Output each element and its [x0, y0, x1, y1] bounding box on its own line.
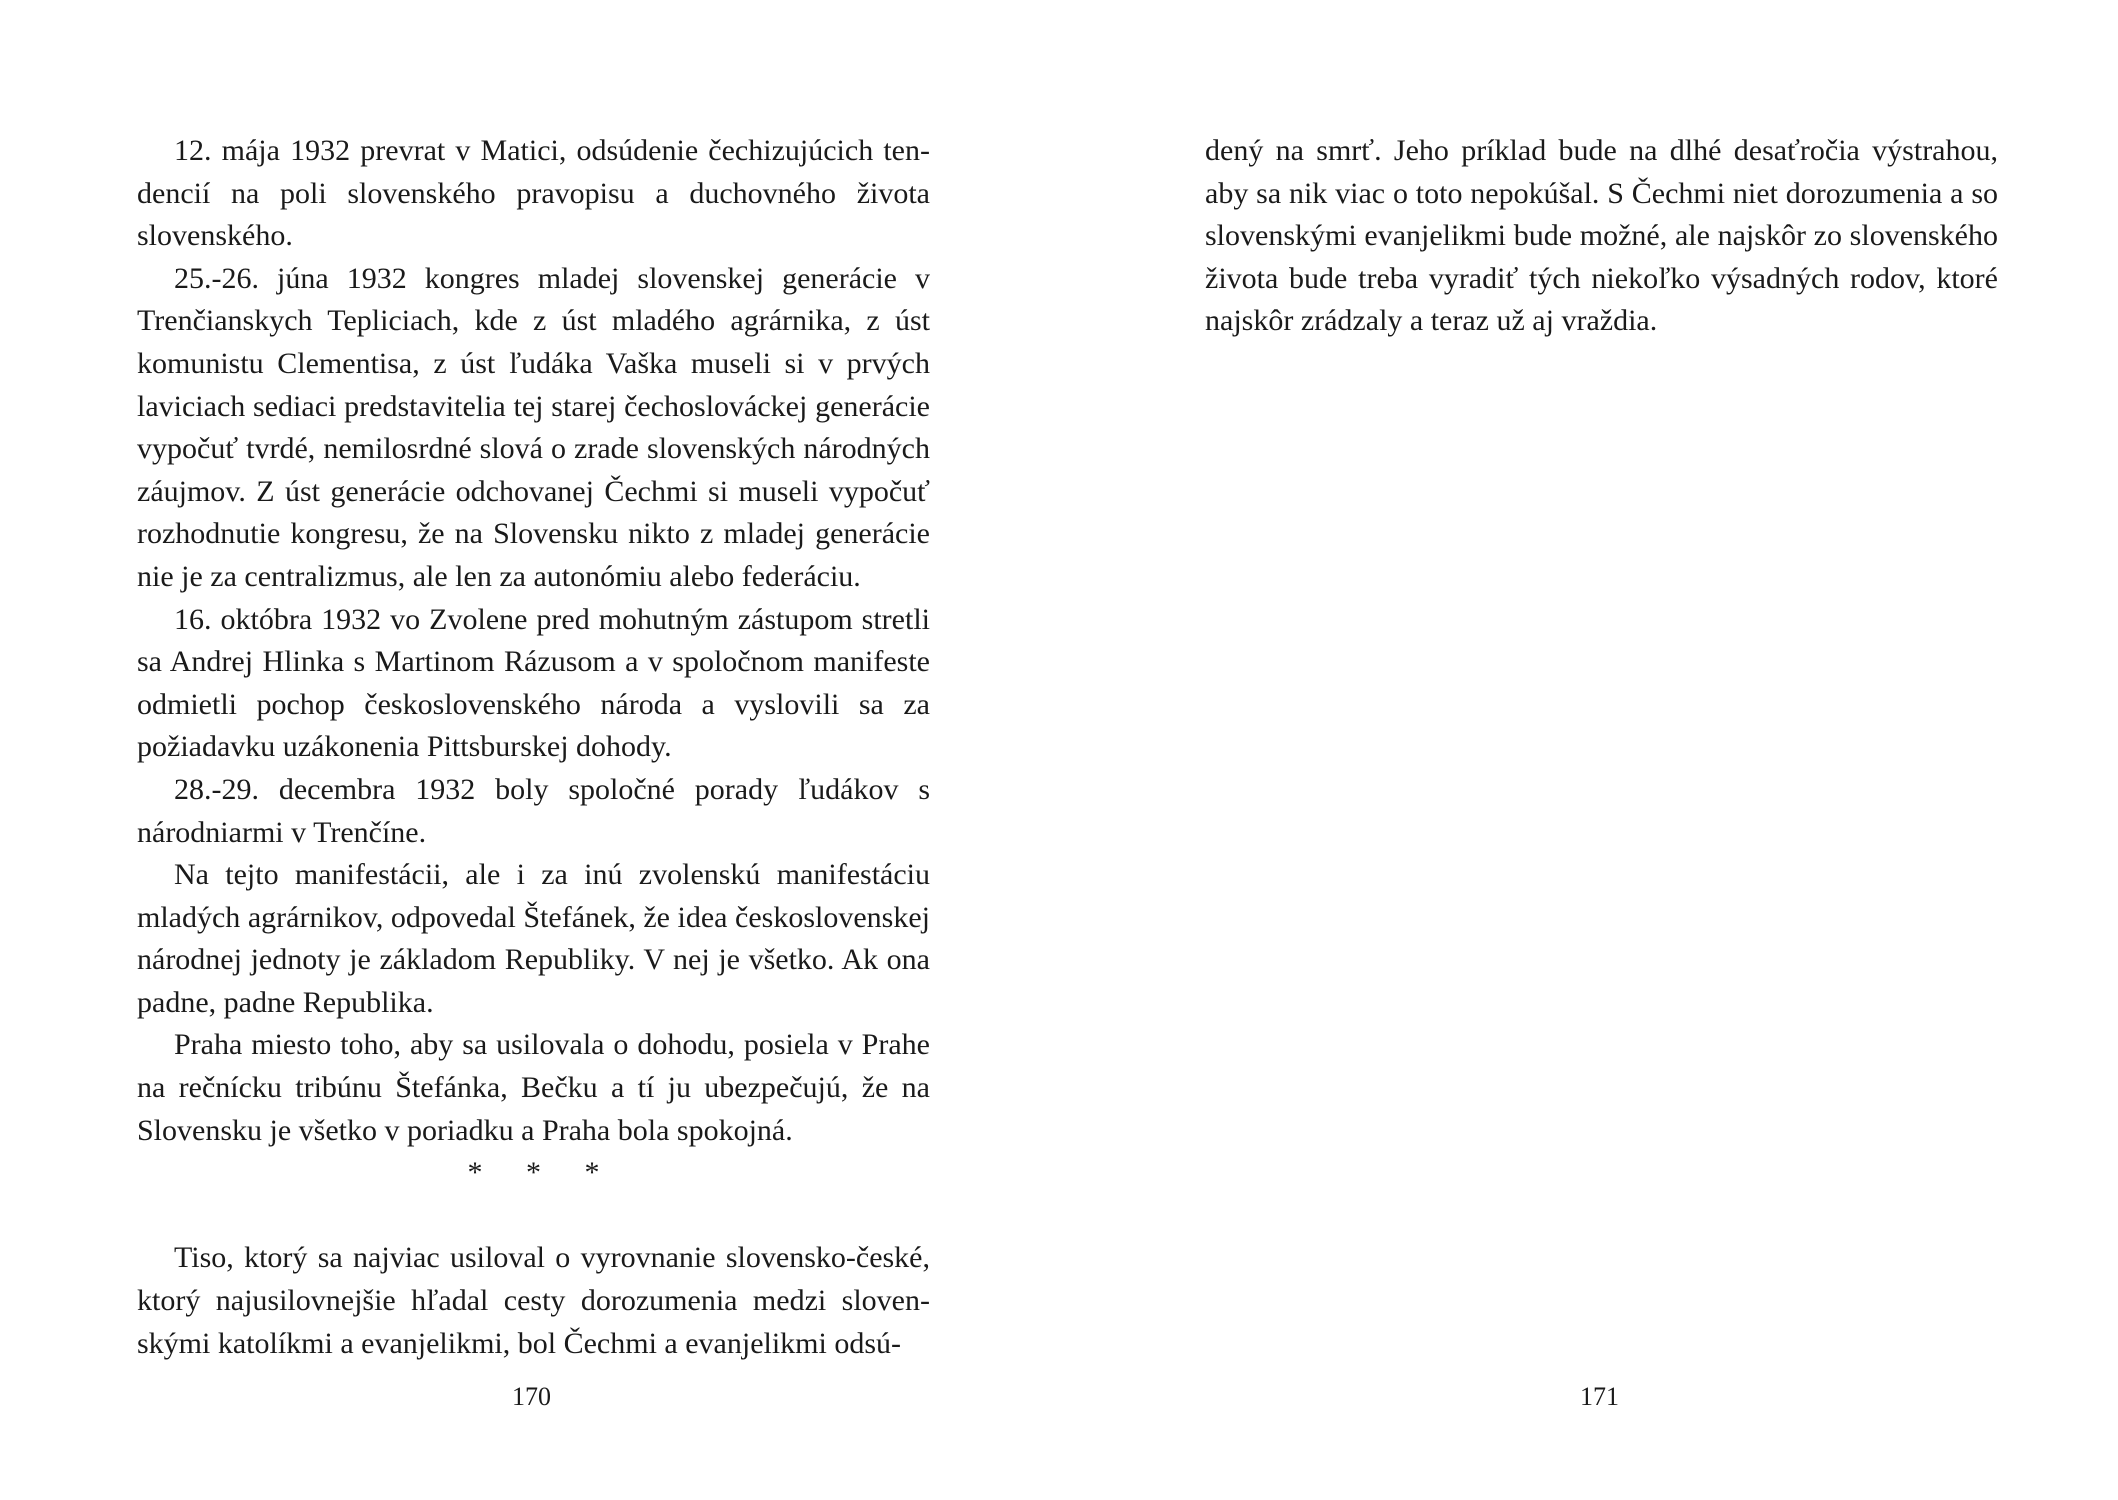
paragraph-6: Praha miesto toho, aby sa usilovala o dohodu, posiela v Prahe na rečnícku tribúnu Štefánka, Bečku a tí ju ubezpečujú, že na Slovensku je všetko v poriadku a Praha bola spokojná. [137, 1028, 930, 1147]
page-number-left: 170 [512, 1382, 551, 1411]
paragraph-continuation: dený na smrť. Jeho príklad bude na dlhé desaťročia výstrahou, aby sa nik viac o toto nepokúšal. S Čechmi niet dorozumenia a so slovenskými evanjelikmi bude možné, ale najskôr zo slovenského života bude treba vyradiť tých niekoľko výsadných rodov, ktoré najskôr zrádzaly a teraz už aj vraždia. [1205, 134, 1998, 338]
right-page [1059, 0, 2118, 1500]
paragraph-2: 25.-26. júna 1932 kongres mladej slovenskej generácie v Trenčianskych Tepliciach, kde z úst mladého agrárnika, z úst komunistu Clementisa, z úst ľudáka Vaška museli si v prvých laviciach sediaci predstavitelia tej starej čechoslováckej generácie vypočuť tvrdé, nemilosrdné slová o zrade slovenských národných záujmov. Z úst generácie odchovanej Čechmi si museli vypočuť rozhodnutie kongresu, že na Slovensku nikto z mladej generácie nie je za centralizmus, ale len za autonómiu alebo federáciu. [137, 261, 930, 593]
section-spacer [137, 1195, 930, 1238]
paragraph-4: 28.-29. decembra 1932 boly spoločné porady ľudákov s národniarmi v Trenčíne. [137, 772, 930, 849]
paragraph-3: 16. októbra 1932 vo Zvolene pred mohutným zástupom stretli sa Andrej Hlinka s Martinom Rázusom a v spoločnom manifeste odmietli pochop československého národa a vyslovili sa za požiadavku uzákonenia Pittsburskej dohody. [137, 602, 930, 764]
paragraph-7: Tiso, ktorý sa najviac usiloval o vyrovnanie slovensko-české, ktorý najusilovnejšie hľadal cesty dorozumenia medzi slovenskými katolíkmi a evanjelikmi, bol Čechmi a evanjelikmi odsú- [137, 1241, 930, 1360]
paragraph-1: 12. mája 1932 prevrat v Matici, odsúdenie čechizujúcich tendencií na poli slovenského pravopisu a duchovného života slovenského. [137, 134, 930, 253]
page-number-right: 171 [1580, 1382, 1619, 1411]
section-separator: * * * [467, 1156, 618, 1190]
left-page-text [137, 130, 930, 1365]
right-page-text [1205, 130, 1998, 343]
paragraph-5: Na tejto manifestácii, ale i za inú zvolenskú manifestáciu mladých agrárnikov, odpovedal Štefánek, že idea československej národnej jednoty je základom Republiky. V nej je všetko. Ak ona padne, padne Republika. [137, 858, 930, 1019]
